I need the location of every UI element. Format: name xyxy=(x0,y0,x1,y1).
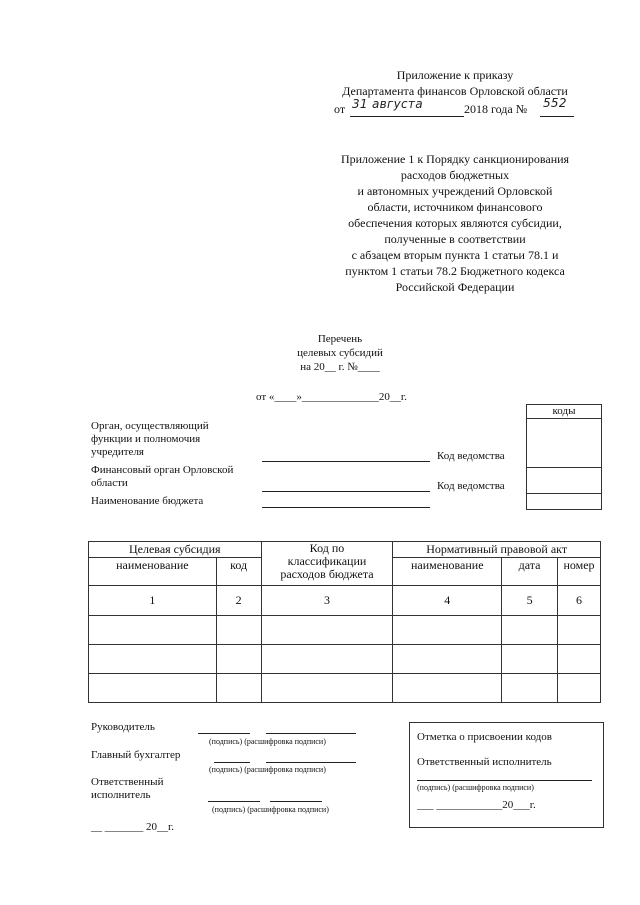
date-underline xyxy=(350,116,464,117)
table-cell[interactable] xyxy=(393,674,502,703)
annex-line: и автономных учреждений Орловской xyxy=(357,184,553,198)
code-label-2: Код ведомства xyxy=(437,480,505,492)
header-date-prefix: от xyxy=(334,102,346,116)
table-cell[interactable] xyxy=(261,616,393,645)
handwritten-date: 31 августа xyxy=(352,97,423,111)
organ-label xyxy=(91,420,209,459)
subsidies-table xyxy=(88,541,601,703)
organ-field[interactable] xyxy=(262,461,430,462)
accountant-label: Главный бухгалтер xyxy=(91,749,181,761)
annex-block xyxy=(290,151,620,295)
table-cell[interactable] xyxy=(393,616,502,645)
organ-label-line: учредителя xyxy=(91,446,144,458)
budget-label: Наименование бюджета xyxy=(91,495,204,507)
executor-caption: (подпись) (расшифровка подписи) xyxy=(212,805,329,814)
title-line2: целевых субсидий xyxy=(297,347,383,359)
table-row xyxy=(89,616,601,645)
col-number-cell: 1 xyxy=(89,586,217,616)
head-label: Руководитель xyxy=(91,721,155,733)
table-cell[interactable] xyxy=(216,674,261,703)
codes-divider xyxy=(527,493,601,494)
table-cell[interactable] xyxy=(393,645,502,674)
budget-field[interactable] xyxy=(262,507,430,508)
header-subsidy: Целевая субсидия xyxy=(89,542,262,558)
mark-executor: Ответственный исполнитель xyxy=(417,756,552,768)
organ-label-line: функции и полномочия xyxy=(91,433,201,445)
col-number-cell: 5 xyxy=(502,586,558,616)
col-number-cell: 2 xyxy=(216,586,261,616)
table-cell[interactable] xyxy=(502,645,558,674)
header-classification xyxy=(261,542,393,586)
table-cell[interactable] xyxy=(261,645,393,674)
header-line1: Приложение к приказу xyxy=(396,68,514,82)
col-number-cell: 3 xyxy=(261,586,393,616)
annex-line: пунктом 1 статьи 78.2 Бюджетного кодекса xyxy=(345,264,565,278)
executor-label xyxy=(91,776,163,802)
codes-divider xyxy=(527,467,601,468)
fin-organ-field[interactable] xyxy=(262,491,430,492)
header-classification-line: классификации xyxy=(287,554,367,568)
organ-label-line: Орган, осуществляющий xyxy=(91,420,209,432)
number-underline xyxy=(540,116,574,117)
table-cell[interactable] xyxy=(216,616,261,645)
table-cell[interactable] xyxy=(261,674,393,703)
header-name: наименование xyxy=(89,558,217,586)
title-line3: на 20__ г. №____ xyxy=(300,361,380,373)
executor-label-line: Ответственный xyxy=(91,776,164,788)
header-act-name: наименование xyxy=(393,558,502,586)
head-decoding-line[interactable] xyxy=(266,733,356,734)
header-code: код xyxy=(216,558,261,586)
fin-organ-label-line: области xyxy=(91,477,128,489)
header-classification-line: Код по xyxy=(309,541,345,555)
date-line: от «____»______________20__г. xyxy=(256,391,407,403)
executor-decoding-line[interactable] xyxy=(270,801,322,802)
annex-line: области, источником финансового xyxy=(367,200,543,214)
annex-line: расходов бюджетных xyxy=(400,168,510,182)
table-cell[interactable] xyxy=(89,674,217,703)
table-row xyxy=(89,645,601,674)
code-assignment-box xyxy=(409,722,604,828)
header-line2: Департамента финансов Орловской области xyxy=(342,84,568,98)
mark-date: ___ ____________20___г. xyxy=(417,799,536,811)
col-number-cell: 4 xyxy=(393,586,502,616)
header-classification-line: расходов бюджета xyxy=(280,567,374,581)
mark-title: Отметка о присвоении кодов xyxy=(417,731,552,743)
head-caption: (подпись) (расшифровка подписи) xyxy=(209,737,326,746)
fin-organ-label-line: Финансовый орган Орловской xyxy=(91,464,234,476)
executor-label-line: исполнитель xyxy=(91,789,151,801)
document-title xyxy=(250,332,430,374)
table-cell[interactable] xyxy=(89,645,217,674)
table-cell[interactable] xyxy=(558,616,601,645)
handwritten-number: 552 xyxy=(543,96,567,110)
mark-signature-line[interactable] xyxy=(417,780,592,781)
header-date: дата xyxy=(502,558,558,586)
table-cell[interactable] xyxy=(216,645,261,674)
code-label-1: Код ведомства xyxy=(437,450,505,462)
annex-line: обеспечения которых являются субсидии, xyxy=(348,216,562,230)
table-row xyxy=(89,674,601,703)
header-act: Нормативный правовой акт xyxy=(393,542,601,558)
accountant-caption: (подпись) (расшифровка подписи) xyxy=(209,765,326,774)
bottom-date: __ _______ 20__г. xyxy=(91,821,175,833)
col-number-cell: 6 xyxy=(558,586,601,616)
codes-box xyxy=(526,404,602,510)
accountant-decoding-line[interactable] xyxy=(266,762,356,763)
annex-line: Российской Федерации xyxy=(395,280,515,294)
table-cell[interactable] xyxy=(502,674,558,703)
table-cell[interactable] xyxy=(89,616,217,645)
annex-line: с абзацем вторым пункта 1 статьи 78.1 и xyxy=(351,248,559,262)
table-cell[interactable] xyxy=(502,616,558,645)
header-number: номер xyxy=(558,558,601,586)
head-signature-line[interactable] xyxy=(198,733,250,734)
annex-line: Приложение 1 к Порядку санкционирования xyxy=(340,152,570,166)
title-line1: Перечень xyxy=(317,333,363,345)
executor-signature-line[interactable] xyxy=(208,801,260,802)
annex-line: полученные в соответствии xyxy=(384,232,526,246)
table-cell[interactable] xyxy=(558,645,601,674)
mark-caption: (подпись) (расшифровка подписи) xyxy=(417,783,534,792)
header-year-text: 2018 года № xyxy=(464,102,528,116)
table-cell[interactable] xyxy=(558,674,601,703)
fin-organ-label xyxy=(91,464,233,490)
codes-header: коды xyxy=(527,405,601,419)
accountant-signature-line[interactable] xyxy=(214,762,250,763)
